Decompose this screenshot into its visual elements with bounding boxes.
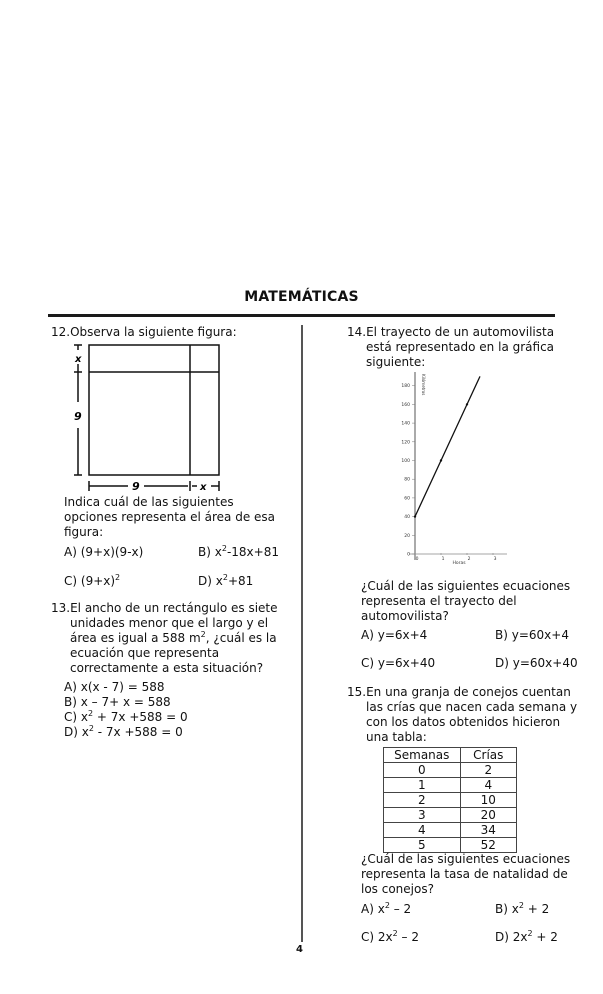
- question-13: 13.El ancho de un rectángulo es siete unidades menor que el largo y el área es igual a 588 $m^2$, ¿cuál es la ecuación que representa correctamente a esta situación?: [51, 601, 278, 675]
- label-9-left: 9: [74, 410, 82, 423]
- question-number: 15.: [347, 685, 367, 699]
- x-tick-label: 1: [441, 557, 445, 562]
- x-axis-label: Horas: [452, 561, 466, 566]
- question-number: 14.: [347, 325, 367, 339]
- x-tick-label: 0: [415, 557, 419, 562]
- label-x-bottom: x: [200, 482, 207, 493]
- x-tick-label: 3: [493, 557, 497, 562]
- option-b[interactable]: B) y=60x+4: [495, 628, 569, 642]
- y-tick-label: 100: [401, 459, 410, 464]
- table-row: 2 10: [384, 793, 517, 808]
- y-axis-label: Kilómetros: [421, 374, 426, 396]
- header-semanas: Semanas: [384, 748, 461, 763]
- label-9-bottom: 9: [132, 480, 140, 493]
- question-14-body: ¿Cuál de las siguientes ecuaciones representa el trayecto del automovilista?: [361, 579, 571, 623]
- option-d[interactable]: D) $x^2+81$: [198, 573, 254, 588]
- option-c[interactable]: C) $x^2 + 7x +588 = 0$: [64, 709, 188, 724]
- table-row: 1 4: [384, 778, 517, 793]
- y-tick-label: 40: [404, 515, 410, 521]
- option-a[interactable]: A) y=6x+4: [361, 628, 428, 642]
- option-b[interactable]: B) $x^2-18x+81$: [198, 544, 279, 559]
- table-row: 5 52: [384, 838, 517, 853]
- question-13-options: [64, 680, 188, 740]
- y-tick-label: 20: [404, 533, 410, 539]
- option-a[interactable]: A) $x^2 - 2$: [361, 901, 412, 916]
- page-title: MATEMÁTICAS: [244, 289, 359, 305]
- data-point: [440, 459, 442, 461]
- question-12-prompt: [51, 325, 237, 340]
- option-c[interactable]: C) $(9+x)^2$: [64, 573, 121, 588]
- question-15-body: ¿Cuál de las siguientes ecuaciones representa la tasa de natalidad de los conejos?: [361, 852, 571, 896]
- option-d[interactable]: D) $x^2 - 7x +588 = 0$: [64, 724, 183, 739]
- outer-square: [89, 345, 219, 475]
- option-d[interactable]: D) y=60x+40: [495, 656, 578, 670]
- table-row: 3 20: [384, 808, 517, 823]
- question-text: Observa la siguiente figura:: [70, 325, 237, 339]
- y-tick-label: 140: [401, 421, 410, 427]
- question-number: 12.: [51, 325, 71, 339]
- table-row: 4 34: [384, 823, 517, 838]
- label-x-top: x: [75, 354, 82, 365]
- option-a[interactable]: A) (9+x)(9-x): [64, 545, 144, 559]
- question-12-body: Indica cuál de las siguientes opciones representa el área de esa figura:: [64, 495, 276, 539]
- page-number: 4: [296, 944, 303, 955]
- x-tick-label: 2: [467, 557, 471, 562]
- square-figure: [60, 340, 240, 495]
- y-tick-label: 60: [404, 496, 410, 502]
- y-tick-label: 0: [407, 552, 410, 558]
- series-line-trayecto: [415, 376, 480, 516]
- distance-time-chart: [395, 368, 520, 573]
- y-tick-label: 180: [401, 384, 410, 390]
- data-point: [466, 403, 468, 405]
- option-d[interactable]: D) $2x^2 + 2$: [495, 929, 558, 944]
- births-table: [383, 747, 517, 853]
- option-c[interactable]: C) y=6x+40: [361, 656, 436, 670]
- y-tick-label: 160: [401, 402, 410, 408]
- title-rule: [48, 314, 555, 317]
- question-14: 14.El trayecto de un automovilista está representado en la gráfica siguiente:: [347, 325, 555, 369]
- table-header-row: [384, 748, 517, 763]
- y-tick-label: 120: [401, 440, 410, 446]
- question-number: 13.: [51, 601, 71, 615]
- column-divider: [301, 325, 303, 942]
- y-tick-label: 80: [404, 477, 410, 483]
- option-a[interactable]: A) x(x - 7) = 588: [64, 680, 165, 694]
- header-crias: Crías: [460, 748, 516, 763]
- option-c[interactable]: C) $2x^2 - 2$: [361, 929, 419, 944]
- option-b[interactable]: B) $x^2 + 2$: [495, 901, 550, 916]
- data-point: [414, 515, 416, 517]
- table-row: 0 2: [384, 763, 517, 778]
- option-b[interactable]: B) x – 7+ x = 588: [64, 695, 171, 709]
- question-15: 15.En una granja de conejos cuentan las crías que nacen cada semana y con los datos obtenidos hicieron una tabla:: [347, 685, 578, 744]
